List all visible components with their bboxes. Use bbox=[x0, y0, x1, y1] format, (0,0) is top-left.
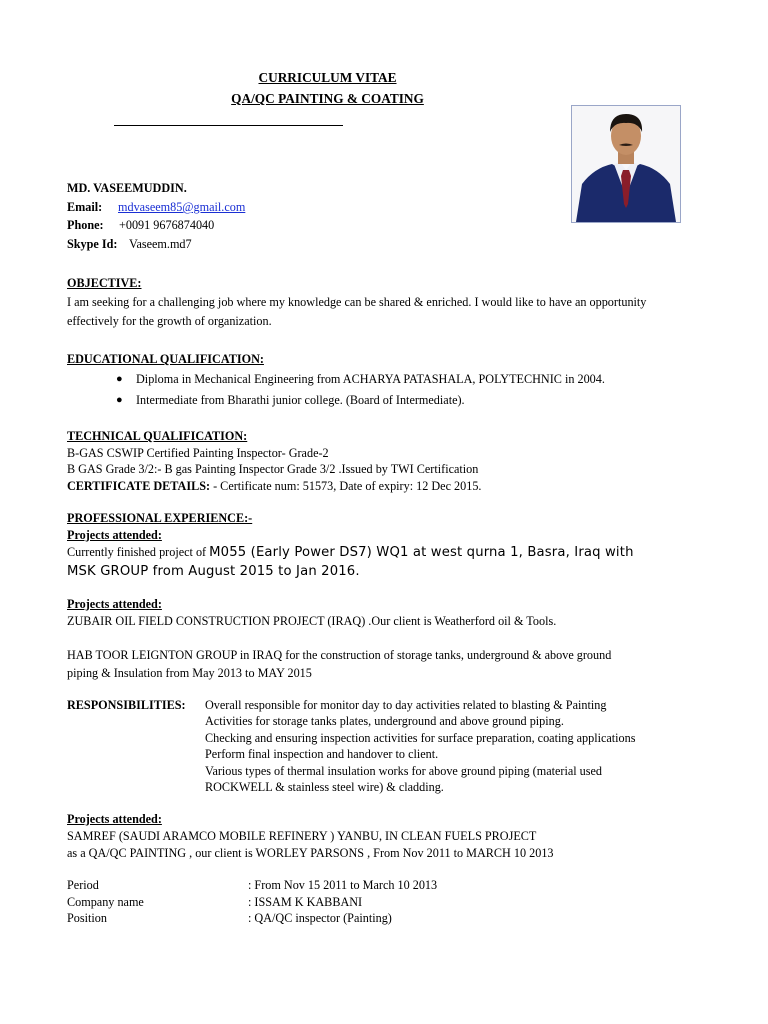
project-1-title: M055 (Early Power DS7) WQ1 at west qurna 1, Basra, Iraq with bbox=[209, 545, 634, 560]
projects-attended-label: Projects attended: bbox=[67, 597, 162, 611]
project-2-line: ZUBAIR OIL FIELD CONSTRUCTION PROJECT (IRAQ) .Our client is Weatherford oil & Tools. bbox=[67, 614, 557, 628]
responsibility-item: Activities for storage tanks plates, underground and above ground piping. bbox=[205, 714, 564, 728]
document-subtitle: QA/QC PAINTING & COATING bbox=[231, 91, 424, 106]
objective-text-line2: effectively for the growth of organization. bbox=[67, 314, 272, 328]
education-item: Diploma in Mechanical Engineering from ACHARYA PATASHALA, POLYTECHNIC in 2004. bbox=[136, 372, 605, 386]
project-3-line1: HAB TOOR LEIGNTON GROUP in IRAQ for the construction of storage tanks, underground & above ground bbox=[67, 648, 612, 662]
skype-label: Skype Id: bbox=[67, 237, 118, 251]
responsibility-item: Perform final inspection and handover to client. bbox=[205, 747, 439, 761]
objective-heading: OBJECTIVE: bbox=[67, 276, 142, 290]
phone-label: Phone: bbox=[67, 218, 104, 232]
candidate-name: MD. VASEEMUDDIN. bbox=[67, 181, 187, 195]
objective-text-line1: I am seeking for a challenging job where my knowledge can be shared & enriched. I would like to have an opportunity bbox=[67, 295, 647, 309]
email-link[interactable]: mdvaseem85@gmail.com bbox=[118, 200, 246, 214]
bullet-icon: ● bbox=[116, 394, 123, 406]
detail-value-position: : QA/QC inspector (Painting) bbox=[248, 911, 392, 925]
detail-label-company: Company name bbox=[67, 895, 144, 909]
education-item: Intermediate from Bharathi junior college. (Board of Intermediate). bbox=[136, 393, 465, 407]
project-1-prefix: Currently finished project of bbox=[67, 545, 210, 559]
responsibility-item: ROCKWELL & stainless steel wire) & cladding. bbox=[205, 780, 444, 794]
project-4-line1: SAMREF (SAUDI ARAMCO MOBILE REFINERY ) YANBU, IN CLEAN FUELS PROJECT bbox=[67, 829, 537, 843]
projects-attended-label: Projects attended: bbox=[67, 528, 162, 542]
phone-value: +0091 9676874040 bbox=[119, 218, 215, 232]
detail-label-position: Position bbox=[67, 911, 107, 925]
responsibility-item: Checking and ensuring inspection activities for surface preparation, coating applications bbox=[205, 731, 636, 745]
responsibility-item: Various types of thermal insulation works for above ground piping (material used bbox=[205, 764, 603, 778]
technical-heading: TECHNICAL QUALIFICATION: bbox=[67, 429, 248, 443]
project-4-line2: as a QA/QC PAINTING , our client is WORLEY PARSONS , From Nov 2011 to MARCH 10 2013 bbox=[67, 846, 554, 860]
experience-heading: PROFESSIONAL EXPERIENCE:- bbox=[67, 511, 253, 525]
responsibilities-label: RESPONSIBILITIES: bbox=[67, 698, 186, 712]
certificate-details bbox=[67, 479, 481, 494]
responsibility-item: Overall responsible for monitor day to day activities related to blasting & Painting bbox=[205, 698, 607, 712]
project-1-line2: MSK GROUP from August 2015 to Jan 2016. bbox=[67, 564, 360, 579]
certificate-label: CERTIFICATE DETAILS: bbox=[67, 479, 211, 493]
technical-line2: B GAS Grade 3/2:- B gas Painting Inspector Grade 3/2 .Issued by TWI Certification bbox=[67, 462, 479, 476]
certificate-value: - Certificate num: 51573, Date of expiry: 12 Dec 2015. bbox=[210, 479, 482, 493]
header-divider bbox=[114, 125, 343, 126]
education-heading: EDUCATIONAL QUALIFICATION: bbox=[67, 352, 264, 366]
email-label: Email: bbox=[67, 200, 103, 214]
bullet-icon: ● bbox=[116, 373, 123, 385]
project-3-line2: piping & Insulation from May 2013 to MAY 2015 bbox=[67, 666, 312, 680]
technical-line1: B-GAS CSWIP Certified Painting Inspector- Grade-2 bbox=[67, 446, 329, 460]
profile-photo bbox=[571, 105, 681, 223]
projects-attended-label: Projects attended: bbox=[67, 812, 162, 826]
detail-value-period: : From Nov 15 2011 to March 10 2013 bbox=[248, 878, 438, 892]
detail-value-company: : ISSAM K KABBANI bbox=[248, 895, 363, 909]
skype-value: Vaseem.md7 bbox=[129, 237, 192, 251]
project-1-line1 bbox=[67, 545, 634, 560]
document-title: CURRICULUM VITAE bbox=[258, 70, 397, 85]
detail-label-period: Period bbox=[67, 878, 99, 892]
